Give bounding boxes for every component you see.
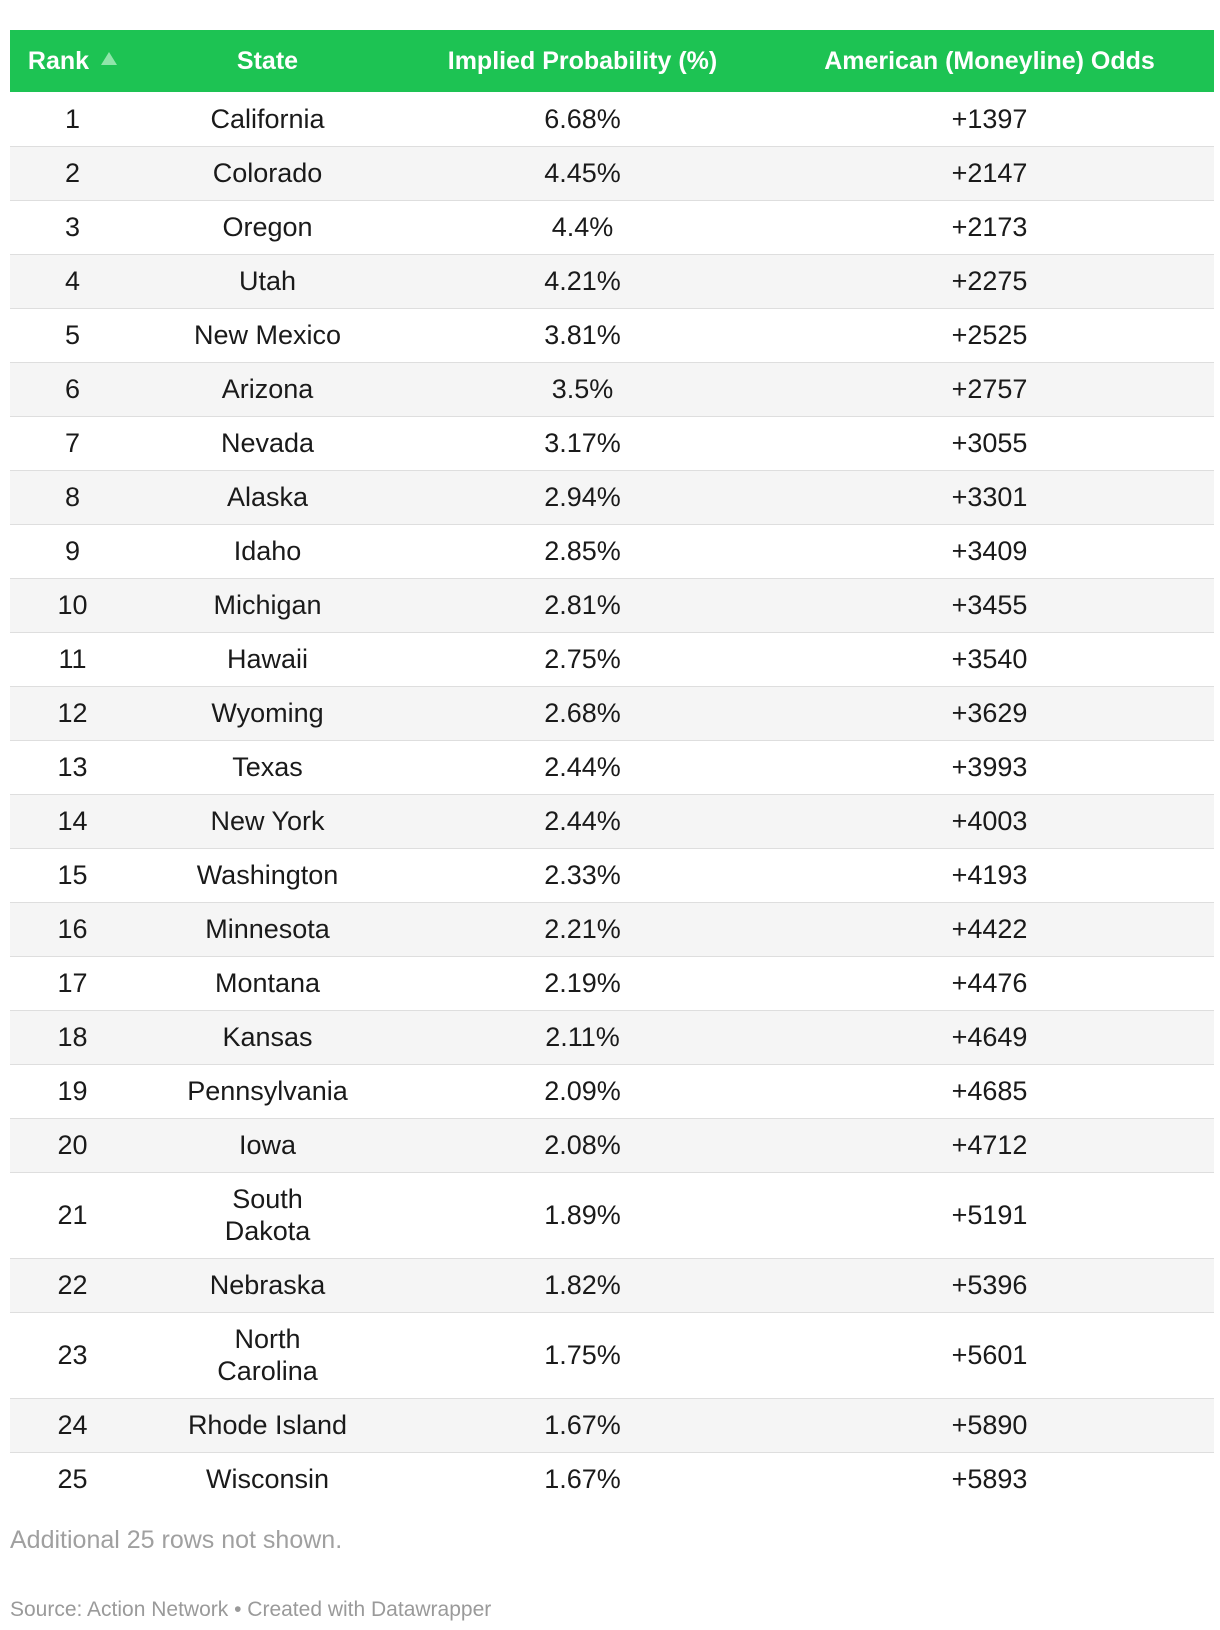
odds-cell: +4422 (765, 902, 1214, 956)
odds-cell: +3629 (765, 686, 1214, 740)
odds-cell: +3301 (765, 470, 1214, 524)
state-name: Kansas (222, 1022, 313, 1052)
rank-cell: 9 (10, 524, 135, 578)
rank-cell: 16 (10, 902, 135, 956)
table-row (10, 1010, 1214, 1064)
probability-cell: 2.44% (400, 740, 765, 794)
probability-cell: 2.81% (400, 578, 765, 632)
probability-cell: 2.85% (400, 524, 765, 578)
rank-cell: 12 (10, 686, 135, 740)
rank-cell: 4 (10, 254, 135, 308)
state-cell (135, 146, 400, 200)
table-notes: Additional 25 rows not shown. (10, 1526, 343, 1554)
probability-cell: 3.5% (400, 362, 765, 416)
rank-cell: 24 (10, 1398, 135, 1452)
state-name: Texas (232, 752, 303, 782)
odds-cell: +3993 (765, 740, 1214, 794)
state-name: Nebraska (209, 1270, 326, 1300)
table-row (10, 1172, 1214, 1258)
state-name: Rhode Island (187, 1410, 348, 1440)
column-header-state[interactable] (135, 30, 400, 92)
table-row (10, 308, 1214, 362)
state-cell (135, 794, 400, 848)
header-row (10, 30, 1214, 92)
probability-cell: 1.67% (400, 1398, 765, 1452)
probability-cell: 2.19% (400, 956, 765, 1010)
rank-cell: 18 (10, 1010, 135, 1064)
odds-cell: +4003 (765, 794, 1214, 848)
column-header-odds-label: American (Moneyline) Odds (824, 46, 1155, 75)
column-header-rank[interactable] (10, 30, 135, 92)
probability-cell: 2.94% (400, 470, 765, 524)
rank-cell: 21 (10, 1172, 135, 1258)
state-cell (135, 416, 400, 470)
table-row (10, 632, 1214, 686)
table-row (10, 578, 1214, 632)
state-cell (135, 470, 400, 524)
odds-cell: +5396 (765, 1258, 1214, 1312)
state-name: Alaska (226, 482, 309, 512)
table-row (10, 1258, 1214, 1312)
state-cell (135, 524, 400, 578)
state-name: New York (210, 806, 325, 836)
rank-cell: 10 (10, 578, 135, 632)
table-row (10, 1452, 1214, 1506)
rank-cell: 15 (10, 848, 135, 902)
state-name: Idaho (233, 536, 302, 566)
probability-cell: 2.09% (400, 1064, 765, 1118)
odds-cell: +3540 (765, 632, 1214, 686)
rank-cell: 3 (10, 200, 135, 254)
state-cell (135, 1064, 400, 1118)
rank-cell: 5 (10, 308, 135, 362)
state-cell (135, 1398, 400, 1452)
state-name: South Dakota (224, 1184, 311, 1246)
probability-cell: 2.11% (400, 1010, 765, 1064)
odds-cell: +3055 (765, 416, 1214, 470)
rank-cell: 13 (10, 740, 135, 794)
state-name: California (210, 103, 325, 134)
odds-cell: +2147 (765, 146, 1214, 200)
rank-cell: 20 (10, 1118, 135, 1172)
state-name: Washington (196, 860, 339, 890)
probability-cell: 4.21% (400, 254, 765, 308)
column-header-rank-label: Rank (27, 46, 90, 75)
state-cell (135, 200, 400, 254)
odds-table (10, 30, 1214, 1506)
state-name: New Mexico (193, 320, 342, 350)
odds-cell: +2173 (765, 200, 1214, 254)
state-cell (135, 740, 400, 794)
state-cell (135, 1312, 400, 1398)
odds-cell: +3455 (765, 578, 1214, 632)
column-header-probability-label: Implied Probability (%) (447, 46, 718, 75)
rank-cell: 14 (10, 794, 135, 848)
state-cell (135, 362, 400, 416)
odds-cell: +5601 (765, 1312, 1214, 1398)
probability-cell: 3.81% (400, 308, 765, 362)
rank-cell: 19 (10, 1064, 135, 1118)
rank-cell: 6 (10, 362, 135, 416)
odds-cell: +4712 (765, 1118, 1214, 1172)
odds-cell: +4649 (765, 1010, 1214, 1064)
probability-cell: 2.21% (400, 902, 765, 956)
state-name: Colorado (212, 158, 323, 188)
table-body (10, 92, 1214, 1506)
state-name: Utah (238, 266, 297, 296)
state-name: Pennsylvania (187, 1076, 348, 1106)
state-name: North Carolina (217, 1324, 318, 1386)
odds-cell: +5893 (951, 1464, 1028, 1495)
table-row (10, 1312, 1214, 1398)
state-name: Iowa (238, 1130, 297, 1160)
state-name: Wisconsin (205, 1464, 330, 1495)
odds-cell: +2525 (765, 308, 1214, 362)
state-name: Michigan (213, 590, 322, 620)
probability-cell: 6.68% (400, 92, 765, 146)
table-row (10, 956, 1214, 1010)
table-row (10, 416, 1214, 470)
probability-cell: 2.33% (400, 848, 765, 902)
rank-cell: 22 (10, 1258, 135, 1312)
probability-cell: 2.75% (400, 632, 765, 686)
probability-cell: 1.89% (400, 1172, 765, 1258)
state-cell (135, 956, 400, 1010)
odds-cell: +4685 (765, 1064, 1214, 1118)
probability-cell: 1.67% (544, 1464, 621, 1495)
column-header-state-label: State (236, 46, 299, 75)
state-name: Oregon (222, 212, 313, 242)
state-name: Montana (214, 968, 321, 998)
state-cell (135, 632, 400, 686)
probability-cell: 1.75% (400, 1312, 765, 1398)
odds-cell: +5890 (765, 1398, 1214, 1452)
probability-cell: 4.4% (400, 200, 765, 254)
table-row (10, 524, 1214, 578)
table-row (10, 146, 1214, 200)
table-row (10, 902, 1214, 956)
state-name: Wyoming (211, 698, 324, 728)
state-cell (135, 1452, 400, 1506)
state-cell (135, 848, 400, 902)
odds-cell: +2275 (765, 254, 1214, 308)
rank-cell: 25 (57, 1464, 88, 1495)
state-cell (135, 1118, 400, 1172)
rank-cell: 11 (10, 632, 135, 686)
odds-cell: +5191 (765, 1172, 1214, 1258)
column-header-probability[interactable] (400, 30, 765, 92)
state-name: Arizona (221, 374, 314, 404)
sort-ascending-icon[interactable] (101, 52, 117, 65)
state-cell (135, 578, 400, 632)
state-cell (135, 1258, 400, 1312)
state-name: Minnesota (205, 914, 330, 944)
source-footer: Source: Action Network • Created with Datawrapper (10, 1598, 492, 1621)
probability-cell: 2.08% (400, 1118, 765, 1172)
rank-cell: 2 (10, 146, 135, 200)
table-row (10, 794, 1214, 848)
table-row (10, 92, 1214, 146)
state-name: Hawaii (226, 644, 309, 674)
state-cell (135, 92, 400, 146)
state-cell (135, 254, 400, 308)
rank-cell: 23 (10, 1312, 135, 1398)
probability-cell: 4.45% (400, 146, 765, 200)
table-row (10, 362, 1214, 416)
probability-cell: 1.82% (400, 1258, 765, 1312)
odds-cell: +3409 (765, 524, 1214, 578)
table-row (10, 848, 1214, 902)
rank-cell: 7 (10, 416, 135, 470)
probability-cell: 2.68% (400, 686, 765, 740)
table-row (10, 1064, 1214, 1118)
state-cell (135, 1010, 400, 1064)
probability-cell: 3.17% (400, 416, 765, 470)
probability-cell: 2.44% (400, 794, 765, 848)
table-row (10, 254, 1214, 308)
state-cell (135, 902, 400, 956)
table-row (10, 200, 1214, 254)
odds-cell: +1397 (765, 92, 1214, 146)
table-row (10, 1398, 1214, 1452)
odds-table-container (10, 30, 1214, 1506)
table-row (10, 1118, 1214, 1172)
state-cell (135, 686, 400, 740)
rank-cell: 8 (10, 470, 135, 524)
odds-cell: +4476 (765, 956, 1214, 1010)
rank-cell: 1 (10, 92, 135, 146)
table-row (10, 686, 1214, 740)
table-row (10, 470, 1214, 524)
table-header (10, 30, 1214, 92)
column-header-odds[interactable] (765, 30, 1214, 92)
state-cell (135, 308, 400, 362)
state-name: Nevada (220, 428, 315, 458)
state-cell (135, 1172, 400, 1258)
odds-cell: +2757 (765, 362, 1214, 416)
odds-cell: +4193 (765, 848, 1214, 902)
rank-cell: 17 (10, 956, 135, 1010)
table-row (10, 740, 1214, 794)
